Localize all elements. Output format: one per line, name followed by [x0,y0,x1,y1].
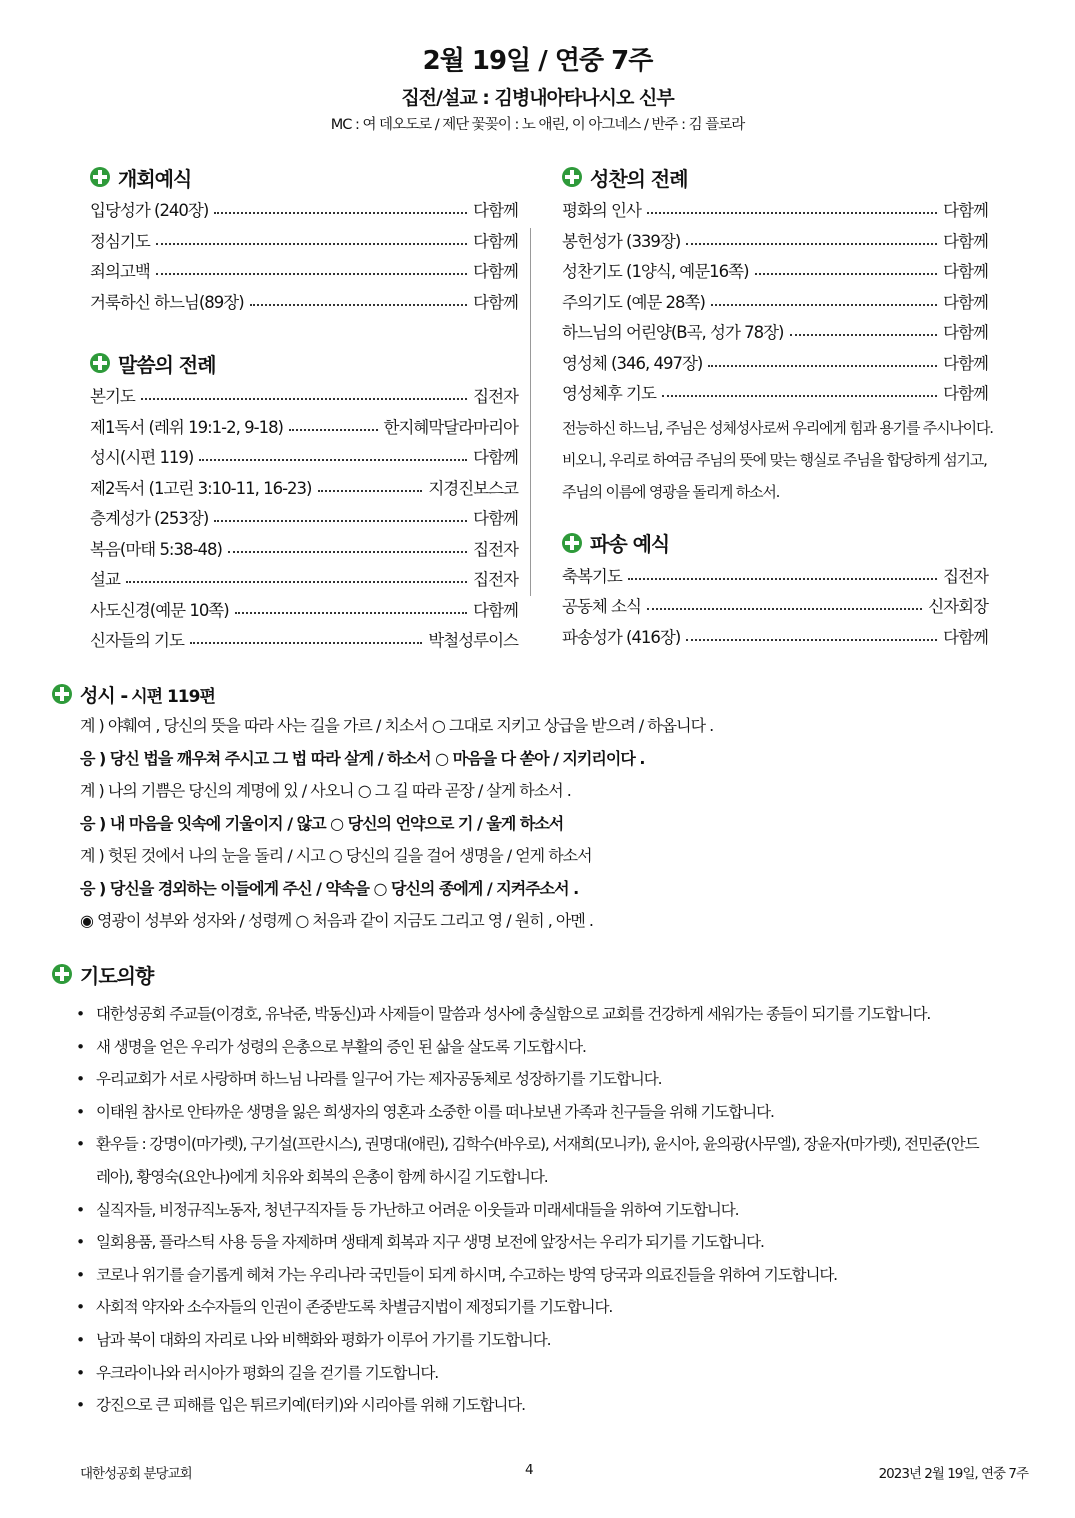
section-title-word: 말씀의 전례 [90,346,518,380]
order-row: 영성체 (346, 497장) 다함께 [562,353,988,373]
psalm-verse: 계 ) 야훼여 , 당신의 뜻을 따라 사는 길을 가르 / 치소서 ○ 그대로 지키고 상급을 받으려 / 하옵니다 . [80,716,714,735]
psalm-verse: 응 ) 당신을 경외하는 이들에게 주신 / 약속을 ○ 당신의 종에게 / 지켜주소서 . [80,878,579,898]
left-column [90,160,518,655]
order-row: 주의기도 (예문 28쪽) 다함께 [562,292,988,312]
list-item: • 우크라이나와 러시아가 평화의 길을 걷기를 기도합니다. [52,1357,1032,1390]
opening-list [90,194,518,316]
list-item-continuation: 레아), 황영숙(요안나)에게 치유와 회복의 은총이 함께 하시길 기도합니다. [96,1167,548,1186]
section-title-psalm: 성시 - 시편 119편 [52,678,1032,710]
order-row: 축복기도 집전자 [562,566,988,586]
dot-leader [250,304,468,306]
cross-icon [90,167,110,187]
list-item: • 우리교회가 서로 사랑하며 하느님 나라를 일구어 가는 제자공동체로 성장하기를 기도합니다. [52,1063,1032,1096]
list-item: • 강진으로 큰 피해를 입은 튀르키예(터키)와 시리아를 위해 기도합니다. [52,1389,1032,1422]
order-row: 영성체후 기도 다함께 [562,384,988,404]
psalm-section [52,678,1032,938]
dot-leader [156,243,467,245]
psalm-doxology: ◉ 영광이 성부와 성자와 / 성령께 ○ 처음과 같이 지금도 그리고 영 / 원히 , 아멘 . [80,911,594,930]
dot-leader [190,642,422,644]
service-date-title: 2월 19일 / 연중 7주 [422,46,653,76]
order-row: 설교 집전자 [90,570,518,590]
dot-leader [214,212,467,214]
psalm-verse: 계 ) 나의 기쁨은 당신의 계명에 있 / 사오니 ○ 그 길 따라 곧장 / 살게 하소서 . [80,781,571,800]
dot-leader [289,429,378,431]
dot-leader [686,243,937,245]
order-row: 제1독서 (레위 19:1-2, 9-18) 한지혜막달라마리아 [90,417,518,437]
dot-leader [708,365,937,367]
section-title-eucharist: 성찬의 전례 [562,160,988,194]
dot-leader [228,551,467,553]
cross-icon [562,533,582,553]
dot-leader [318,490,423,492]
dot-leader [126,581,467,583]
post-communion-prayer: 전능하신 하느님, 주님은 성체성사로써 우리에게 힘과 용기를 주시나이다. 비오니, 우리로 하여금 주님의 뜻에 맞는 행실로 주님을 합당하게 섬기고, 주님의 이름에 영광을 돌리게 하소서. [562,418,993,501]
order-row: 죄의고백 다함께 [90,262,518,282]
cross-icon [52,684,72,704]
order-row: 제2독서 (1고린 3:10-11, 16-23) 지경진보스코 [90,478,518,498]
cross-icon [562,167,582,187]
list-item: • 대한성공회 주교들(이경호, 유낙준, 박동신)과 사제들이 말씀과 성사에 충실함으로 교회를 건강하게 세워가는 종들이 되기를 기도합니다. [52,998,1032,1031]
order-row: 거룩하신 하느님(89장) 다함께 [90,292,518,312]
order-row: 사도신경(예문 10쪽) 다함께 [90,600,518,620]
word-list [90,380,518,655]
list-item: • 사회적 약자와 소수자들의 인권이 존중받도록 차별금지법이 제정되기를 기도합니다. [52,1291,1032,1324]
list-item: • 일회용품, 플라스틱 사용 등을 자제하며 생태계 회복과 지구 생명 보전에 앞장서는 우리가 되기를 기도합니다. [52,1226,1032,1259]
column-divider [530,228,531,596]
intentions-section [52,958,1032,1422]
order-row: 봉헌성가 (339장) 다함께 [562,231,988,251]
dot-leader [647,608,922,610]
right-column [562,160,993,651]
footer-church-name: 대한성공회 분당교회 [80,1466,192,1482]
order-row: 성찬기도 (1양식, 예문16쪽) 다함께 [562,262,988,282]
page-number: 4 [525,1462,533,1478]
roles-line: MC : 여 데오도로 / 제단 꽃꽂이 : 노 애린, 이 아그네스 / 반주 : 김 플로라 [330,117,745,133]
dot-leader [141,398,467,400]
dot-leader [647,212,937,214]
section-title-dismissal: 파송 예식 [562,526,988,560]
order-row: 복음(마태 5:38-48) 집전자 [90,539,518,559]
order-row: 성시(시편 119) 다함께 [90,448,518,468]
section-title-intentions: 기도의향 [52,958,1032,990]
eucharist-list [562,194,988,408]
dot-leader [199,459,467,461]
order-row: 신자들의 기도 박철성루이스 [90,631,518,651]
dismissal-list [562,560,988,652]
order-row: 평화의 인사 다함께 [562,201,988,221]
dot-leader [686,639,937,641]
bulletin-header [0,44,1075,135]
dot-leader [662,395,937,397]
footer-date: 2023년 2월 19일, 연중 7주 [878,1466,1028,1482]
dot-leader [790,334,938,336]
cross-icon [90,353,110,373]
order-row: 층계성가 (253장) 다함께 [90,509,518,529]
cross-icon [52,964,72,984]
list-item: • 실직자들, 비정규직노동자, 청년구직자들 등 가난하고 어려운 이웃들과 미래세대들을 위하여 기도합니다. [52,1194,1032,1227]
celebrant-line: 집전/설교 : 김병내아타나시오 신부 [401,87,674,109]
order-row: 입당성가 (240장) 다함께 [90,201,518,221]
list-item: • 환우들 : 강명이(마가렛), 구기설(프란시스), 권명대(애린), 김학수(바우로), 서재희(모니카), 윤시아, 윤의광(사무엘), 장윤자(마가렛), 전민준(안드 [52,1128,1032,1161]
order-row: 정심기도 다함께 [90,231,518,251]
list-item: • 남과 북이 대화의 자리로 나와 비핵화와 평화가 이루어 가기를 기도합니다. [52,1324,1032,1357]
psalm-verse: 응 ) 당신 법을 깨우쳐 주시고 그 법 따라 살게 / 하소서 ○ 마음을 다 쏟아 / 지키리이다 . [80,748,645,768]
list-item: • 이태원 참사로 안타까운 생명을 잃은 희생자의 영혼과 소중한 이를 떠나보낸 가족과 친구들을 위해 기도합니다. [52,1096,1032,1129]
list-item: • 새 생명을 얻은 우리가 성령의 은총으로 부활의 증인 된 삶을 살도록 기도합시다. [52,1031,1032,1064]
dot-leader [711,304,937,306]
dot-leader [214,520,467,522]
order-row: 파송성가 (416장) 다함께 [562,627,988,647]
dot-leader [755,273,938,275]
intentions-list [52,998,1032,1422]
psalm-verse: 계 ) 헛된 것에서 나의 눈을 돌리 / 시고 ○ 당신의 길을 걸어 생명을 / 얻게 하소서 [80,846,592,865]
dot-leader [156,273,467,275]
dot-leader [235,612,467,614]
order-row: 하느님의 어린양(B곡, 성가 78장) 다함께 [562,323,988,343]
list-item: • 코로나 위기를 슬기롭게 헤쳐 가는 우리나라 국민들이 되게 하시며, 수고하는 방역 당국과 의료진들을 위하여 기도합니다. [52,1259,1032,1292]
section-title-opening: 개회예식 [90,160,518,194]
order-row: 본기도 집전자 [90,387,518,407]
psalm-verse: 응 ) 내 마음을 잇속에 기울이지 / 않고 ○ 당신의 언약으로 기 / 울게 하소서 [80,813,564,833]
order-row: 공동체 소식 신자회장 [562,597,988,617]
dot-leader [628,578,937,580]
